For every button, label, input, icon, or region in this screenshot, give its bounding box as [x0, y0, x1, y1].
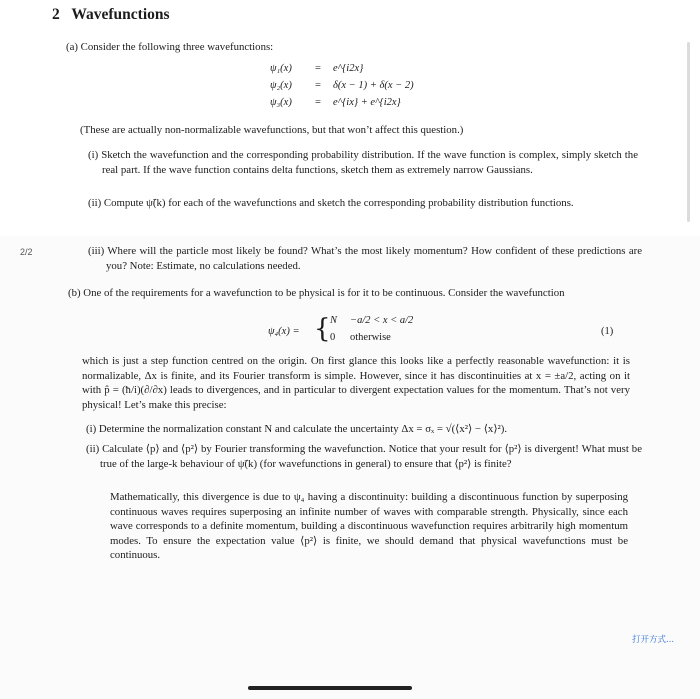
psi2-lhs: ψ₂(x): [270, 80, 292, 91]
part-b-item-ii: (ii) Calculate ⟨p⟩ and ⟨p²⟩ by Fourier transforming the wavefunction. Notice that your result for ⟨p²⟩ is divergent! What must be true of the large-k behaviour of ψ̃(k) (for wavefunctions in general) to ensure that ⟨p²⟩ is finite?: [86, 443, 642, 470]
part-b-intro: (b) One of the requirements for a wavefunction to be physical is for it to be continuous. Consider the wavefunction: [68, 287, 565, 299]
psi4-lhs: ψ₄(x) =: [268, 326, 300, 337]
part-b-item-i: (i) Determine the normalization constant N and calculate the uncertainty Δx = σₓ = √(⟨x²⟩ − ⟨x⟩²).: [86, 423, 508, 435]
psi1-equals: =: [315, 63, 321, 74]
part-b-paragraph: which is just a step function centred on the origin. On first glance this looks like a perfectly reasonable wavefunction: it is normalizable, Δx is finite, and its Fourier transform is simple. However, since it has discontinuities at x = ±a/2, acting on it with p̂ = (ħ/i)(∂/∂x) leads to divergences, and in particular to divergent expectation values for the momentum. That’s not very physical! Let’s make this precise:: [82, 355, 630, 411]
psi2-rhs: δ(x − 1) + δ(x − 2): [333, 80, 414, 91]
case-1-value: N: [330, 315, 338, 326]
part-a-item-i: (i) Sketch the wavefunction and the corresponding probability distribution. If the wave function is complex, simply sketch the real part. If the wave function contains delta functions, sketch them as extremely narrow Gaussians.: [88, 149, 638, 176]
section-heading: [52, 6, 170, 24]
section-number: 2: [52, 6, 60, 23]
equation-label: (1): [601, 326, 614, 337]
case-2-value: 0: [330, 332, 336, 343]
psi1-rhs: e^{i2x}: [333, 63, 364, 74]
equation-psi2: [270, 80, 292, 91]
pdf-page-2: [0, 236, 700, 699]
part-a-item-ii: (ii) Compute ψ̃(k) for each of the wavefunctions and sketch the corresponding probability distribution functions.: [88, 197, 574, 209]
page-indicator: 2/2: [20, 247, 33, 257]
psi2-equals: =: [315, 80, 321, 91]
section-title: Wavefunctions: [71, 6, 170, 23]
psi3-equals: =: [315, 97, 321, 108]
equation-psi1: [270, 63, 292, 74]
scrollbar[interactable]: [687, 42, 690, 222]
part-a-note: (These are actually non-normalizable wavefunctions, but that won’t affect this question.): [80, 124, 464, 136]
left-brace: {: [314, 314, 331, 344]
pdf-page-1: [0, 0, 700, 237]
equation-psi3: [270, 97, 292, 108]
part-a-item-iii: (iii) Where will the particle most likely be found? What’s the most likely momentum? How confident of these predictions are you? Note: Estimate, no calculations needed.: [88, 245, 642, 272]
psi1-lhs: ψ₁(x): [270, 63, 292, 74]
home-indicator[interactable]: [248, 686, 412, 690]
psi3-rhs: e^{ix} + e^{i2x}: [333, 97, 401, 108]
open-with-button[interactable]: 打开方式...: [632, 635, 675, 645]
case-1-condition: −a/2 < x < a/2: [350, 315, 414, 326]
case-2-condition: otherwise: [350, 332, 391, 343]
psi3-lhs: ψ₃(x): [270, 97, 292, 108]
part-b-explanation: Mathematically, this divergence is due to ψ₄ having a discontinuity: building a discontinuous function by superposing continuous waves requires superposing an infinite number of waves with comparable strength. Physically, since each wave corresponds to a definite momentum, building a discontinuous wavefunction requires arbitrarily high momentum modes. To ensure the expectation value ⟨p²⟩ is finite, we should demand that physical wavefunctions must be continuous.: [110, 491, 628, 562]
part-a-intro: (a) Consider the following three wavefunctions:: [66, 41, 274, 53]
